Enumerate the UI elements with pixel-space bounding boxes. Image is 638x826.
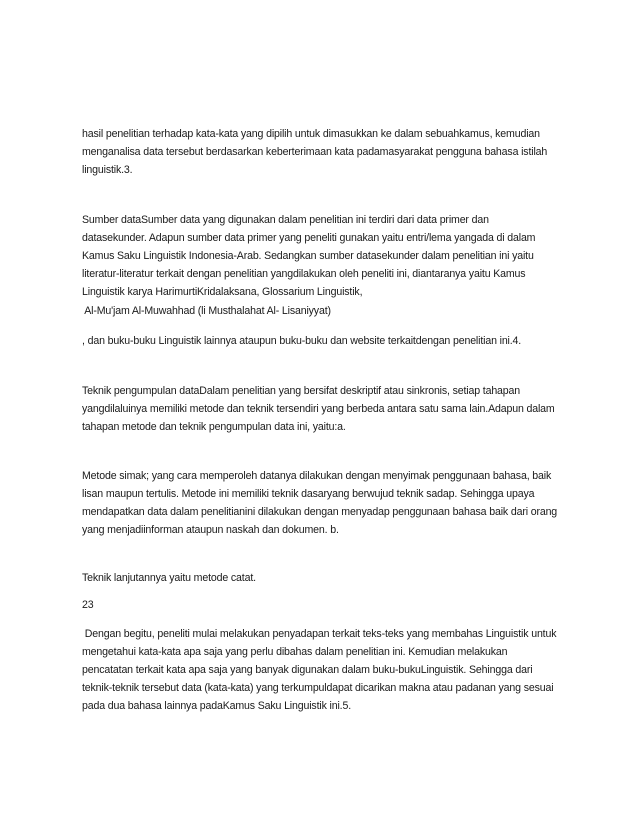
text-line: mengetahui kata-kata apa saja yang perlu dibahas dalam penelitian ini. Kemudian melakukan xyxy=(82,646,508,658)
text-line: Teknik lanjutannya yaitu metode catat. xyxy=(82,572,256,584)
page-number xyxy=(82,596,572,614)
paragraph-conclusion xyxy=(82,625,572,715)
text-line: Teknik pengumpulan dataDalam penelitian yang bersifat deskriptif atau sinkronis, setiap tahapan xyxy=(82,385,521,397)
text-line: tahapan metode dan teknik pengumpulan data ini, yaitu:a. xyxy=(82,421,346,433)
paragraph-observation-method xyxy=(82,467,572,539)
paragraph-dictionary-title xyxy=(82,302,572,320)
paragraph-other-sources xyxy=(82,332,572,350)
text-line: mendapatkan data dalam penelitianini dilakukan dengan menyadap penggunaan bahasa baik dari orang xyxy=(82,506,558,518)
paragraph-note-method xyxy=(82,569,572,587)
text-line: Al-Mu'jam Al-Muwahhad (li Musthalahat Al- Lisaniyyat) xyxy=(82,305,331,317)
text-line: lisan maupun tertulis. Metode ini memiliki teknik dasaryang berwujud teknik sadap. Sehingga upaya xyxy=(82,488,535,500)
text-line: pencatatan terkait kata apa saja yang banyak digunakan dalam buku-bukuLinguistik. Sehingga dari xyxy=(82,664,533,676)
text-line: pada dua bahasa lainnya padaKamus Saku Linguistik ini.5. xyxy=(82,700,351,712)
text-line: , dan buku-buku Linguistik lainnya ataupun buku-buku dan website terkaitdengan penelitian ini.4. xyxy=(82,335,522,347)
text-line: yangdilaluinya memiliki metode dan teknik tersendiri yang berbeda antara satu sama lain.Adapun dalam xyxy=(82,403,555,415)
text-line: Metode simak; yang cara memperoleh datanya dilakukan dengan menyimak penggunaan bahasa, baik xyxy=(82,470,552,482)
text-line: Linguistik karya HarimurtiKridalaksana, Glossarium Linguistik, xyxy=(82,286,363,298)
text-line: yang menjadiinforman ataupun naskah dan dokumen. b. xyxy=(82,524,339,536)
text-line: Sumber dataSumber data yang digunakan dalam penelitian ini terdiri dari data primer dan xyxy=(82,214,489,226)
paragraph-research-results xyxy=(82,125,572,179)
paragraph-data-sources xyxy=(82,211,572,301)
text-line: linguistik.3. xyxy=(82,164,133,176)
paragraph-data-collection xyxy=(82,382,572,436)
text-line: Kamus Saku Linguistik Indonesia-Arab. Sedangkan sumber datasekunder dalam penelitian ini yaitu xyxy=(82,250,534,262)
text-line: hasil penelitian terhadap kata-kata yang dipilih untuk dimasukkan ke dalam sebuahkamus, kemudian xyxy=(82,128,540,140)
text-line: teknik-teknik tersebut data (kata-kata) yang terkumpuldapat dicarikan makna atau padanan yang sesuai xyxy=(82,682,554,694)
text-line: Dengan begitu, peneliti mulai melakukan penyadapan terkait teks-teks yang membahas Linguistik untuk xyxy=(82,628,557,640)
text-line: 23 xyxy=(82,599,94,611)
text-line: datasekunder. Adapun sumber data primer yang peneliti gunakan yaitu entri/lema yangada di dalam xyxy=(82,232,536,244)
text-line: literatur-literatur terkait dengan penelitian yangdilakukan oleh peneliti ini, diantaranya yaitu Kamus xyxy=(82,268,526,280)
text-line: menganalisa data tersebut berdasarkan keberterimaan kata padamasyarakat pengguna bahasa istilah xyxy=(82,146,548,158)
